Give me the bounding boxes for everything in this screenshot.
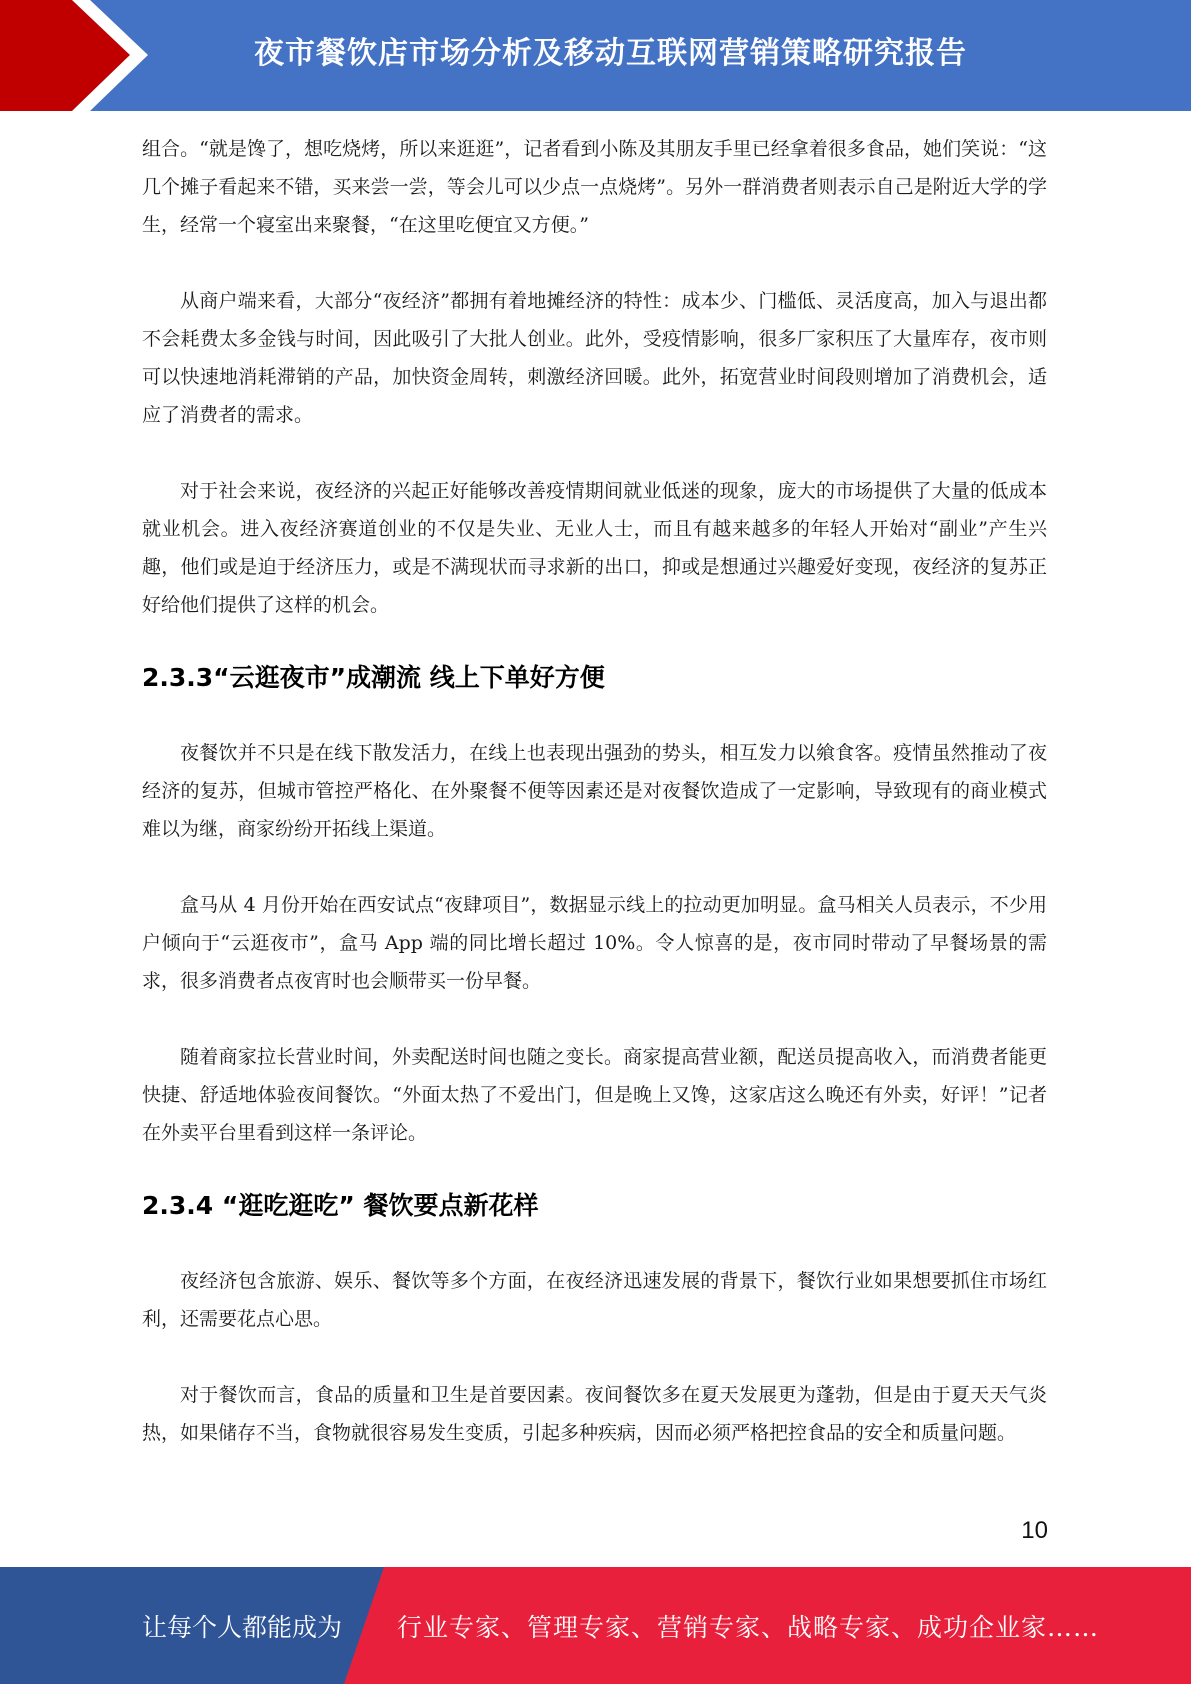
document-body [142, 130, 1047, 1452]
section-heading-2-3-3: 2.3.3“云逛夜市”成潮流 线上下单好方便 [142, 663, 605, 692]
footer-slogan-left: 让每个人都能成为 [142, 1612, 343, 1642]
page-number: 10 [1021, 1517, 1048, 1544]
paragraph: 对于餐饮而言，食品的质量和卫生是首要因素。夜间餐饮多在夏天发展更为蓬勃，但是由于夏天天气炎热，如果储存不当，食物就很容易发生变质，引起多种疾病，因而必须严格把控食品的安全和质量问题。 [142, 1384, 1047, 1444]
paragraph: 夜餐饮并不只是在线下散发活力，在线上也表现出强劲的势头，相互发力以飨食客。疫情虽然推动了夜经济的复苏，但城市管控严格化、在外聚餐不便等因素还是对夜餐饮造成了一定影响，导致现有的商业模式难以为继，商家纷纷开拓线上渠道。 [142, 742, 1047, 840]
page-footer [0, 1567, 1191, 1684]
paragraph: 组合。“就是馋了，想吃烧烤，所以来逛逛”，记者看到小陈及其朋友手里已经拿着很多食品，她们笑说：“这几个摊子看起来不错，买来尝一尝，等会儿可以少点一点烧烤”。另外一群消费者则表示自己是附近大学的学生，经常一个寝室出来聚餐，“在这里吃便宜又方便。” [142, 138, 1047, 236]
page-header [0, 0, 1191, 111]
paragraph: 随着商家拉长营业时间，外卖配送时间也随之变长。商家提高营业额，配送员提高收入，而消费者能更快捷、舒适地体验夜间餐饮。“外面太热了不爱出门，但是晚上又馋，这家店这么晚还有外卖，好评！”记者在外卖平台里看到这样一条评论。 [142, 1046, 1047, 1144]
report-title: 夜市餐饮店市场分析及移动互联网营销策略研究报告 [254, 36, 967, 71]
section-heading-2-3-4: 2.3.4 “逛吃逛吃” 餐饮要点新花样 [142, 1191, 539, 1220]
paragraph: 从商户端来看，大部分“夜经济”都拥有着地摊经济的特性：成本少、门槛低、灵活度高，加入与退出都不会耗费太多金钱与时间，因此吸引了大批人创业。此外，受疫情影响，很多厂家积压了大量库存，夜市则可以快速地消耗滞销的产品，加快资金周转，刺激经济回暖。此外，拓宽营业时间段则增加了消费机会，适应了消费者的需求。 [142, 290, 1047, 426]
footer-slogan-right: 行业专家、管理专家、营销专家、战略专家、成功企业家…… [397, 1612, 1100, 1642]
paragraph: 夜经济包含旅游、娱乐、餐饮等多个方面，在夜经济迅速发展的背景下，餐饮行业如果想要抓住市场红利，还需要花点心思。 [142, 1270, 1047, 1330]
paragraph: 盒马从 4 月份开始在西安试点“夜肆项目”，数据显示线上的拉动更加明显。盒马相关人员表示，不少用户倾向于“云逛夜市”，盒马 App 端的同比增长超过 10%。令人惊喜的是，夜市同时带动了早餐场景的需求，很多消费者点夜宵时也会顺带买一份早餐。 [142, 894, 1047, 992]
paragraph: 对于社会来说，夜经济的兴起正好能够改善疫情期间就业低迷的现象，庞大的市场提供了大量的低成本就业机会。进入夜经济赛道创业的不仅是失业、无业人士，而且有越来越多的年轻人开始对“副业”产生兴趣，他们或是迫于经济压力，或是不满现状而寻求新的出口，抑或是想通过兴趣爱好变现，夜经济的复苏正好给他们提供了这样的机会。 [142, 480, 1047, 616]
